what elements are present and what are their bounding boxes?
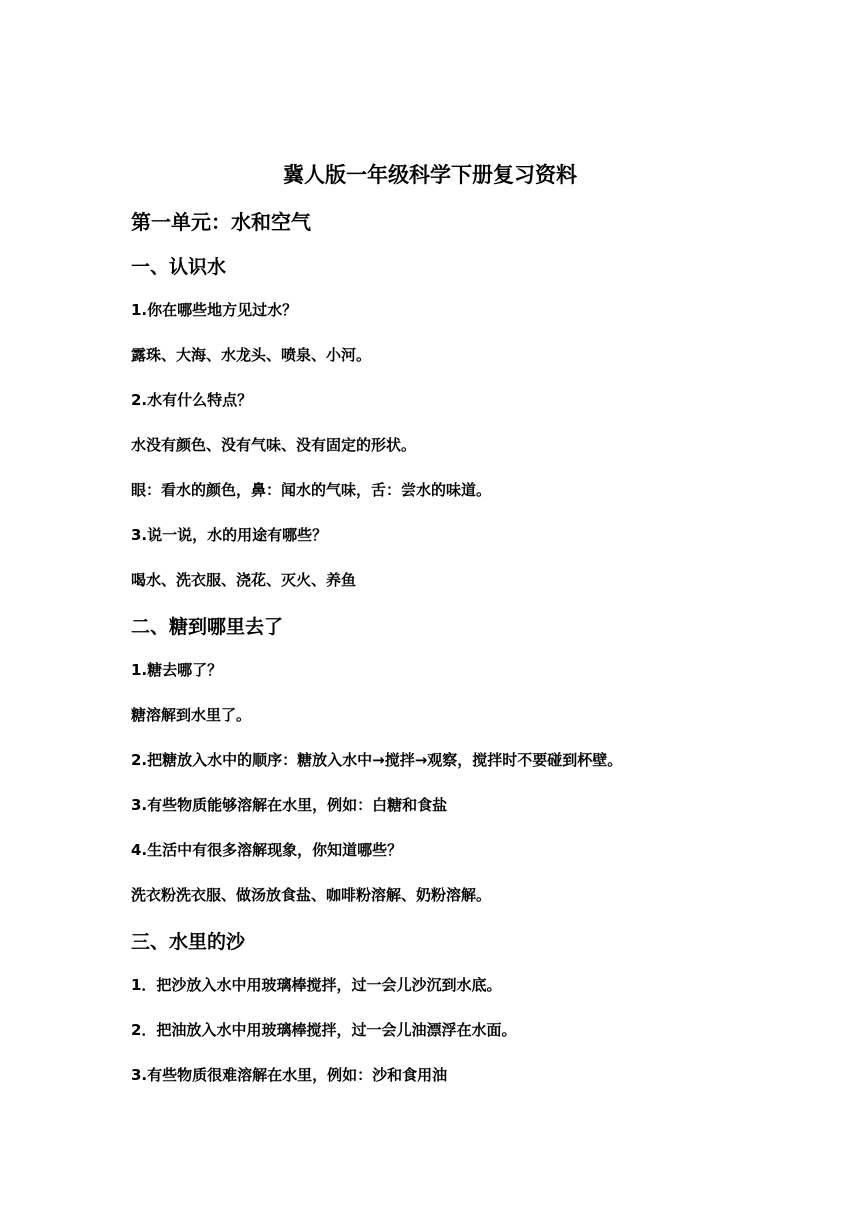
section-heading-2: 二、糖到哪里去了: [131, 616, 284, 638]
answer-1-2: 水没有颜色、没有气味、没有固定的形状。: [131, 436, 417, 454]
item-3-3: 3.有些物质很难溶解在水里，例如：沙和食用油: [131, 1066, 448, 1084]
answer-2-1: 糖溶解到水里了。: [131, 706, 252, 724]
unit-heading: 第一单元：水和空气: [131, 210, 311, 234]
item-2-3: 3.有些物质能够溶解在水里，例如：白糖和食盐: [131, 796, 448, 814]
question-1-2: 2.水有什么特点？: [131, 391, 253, 409]
question-1-1: 1.你在哪些地方见过水？: [131, 301, 298, 319]
answer-1-2-senses: 眼：看水的颜色，鼻：闻水的气味，舌：尝水的味道。: [131, 481, 492, 499]
item-2-2: 2.把糖放入水中的顺序：糖放入水中→搅拌→观察，搅拌时不要碰到杯壁。: [131, 751, 623, 769]
section-heading-1: 一、认识水: [131, 256, 227, 278]
item-3-1: 1．把沙放入水中用玻璃棒搅拌，过一会儿沙沉到水底。: [131, 976, 502, 994]
question-1-3: 3.说一说，水的用途有哪些？: [131, 526, 328, 544]
answer-1-3: 喝水、洗衣服、浇花、灭火、养鱼: [131, 571, 357, 589]
question-2-1: 1.糖去哪了？: [131, 661, 223, 679]
item-3-2: 2．把油放入水中用玻璃棒搅拌，过一会儿油漂浮在水面。: [131, 1021, 517, 1039]
question-2-4: 4.生活中有很多溶解现象，你知道哪些？: [131, 841, 403, 859]
answer-2-4: 洗衣粉洗衣服、做汤放食盐、咖啡粉溶解、奶粉溶解。: [131, 886, 492, 904]
section-heading-3: 三、水里的沙: [131, 931, 246, 953]
document-title: 冀人版一年级科学下册复习资料: [283, 163, 577, 187]
answer-1-1: 露珠、大海、水龙头、喷泉、小河。: [131, 346, 372, 364]
